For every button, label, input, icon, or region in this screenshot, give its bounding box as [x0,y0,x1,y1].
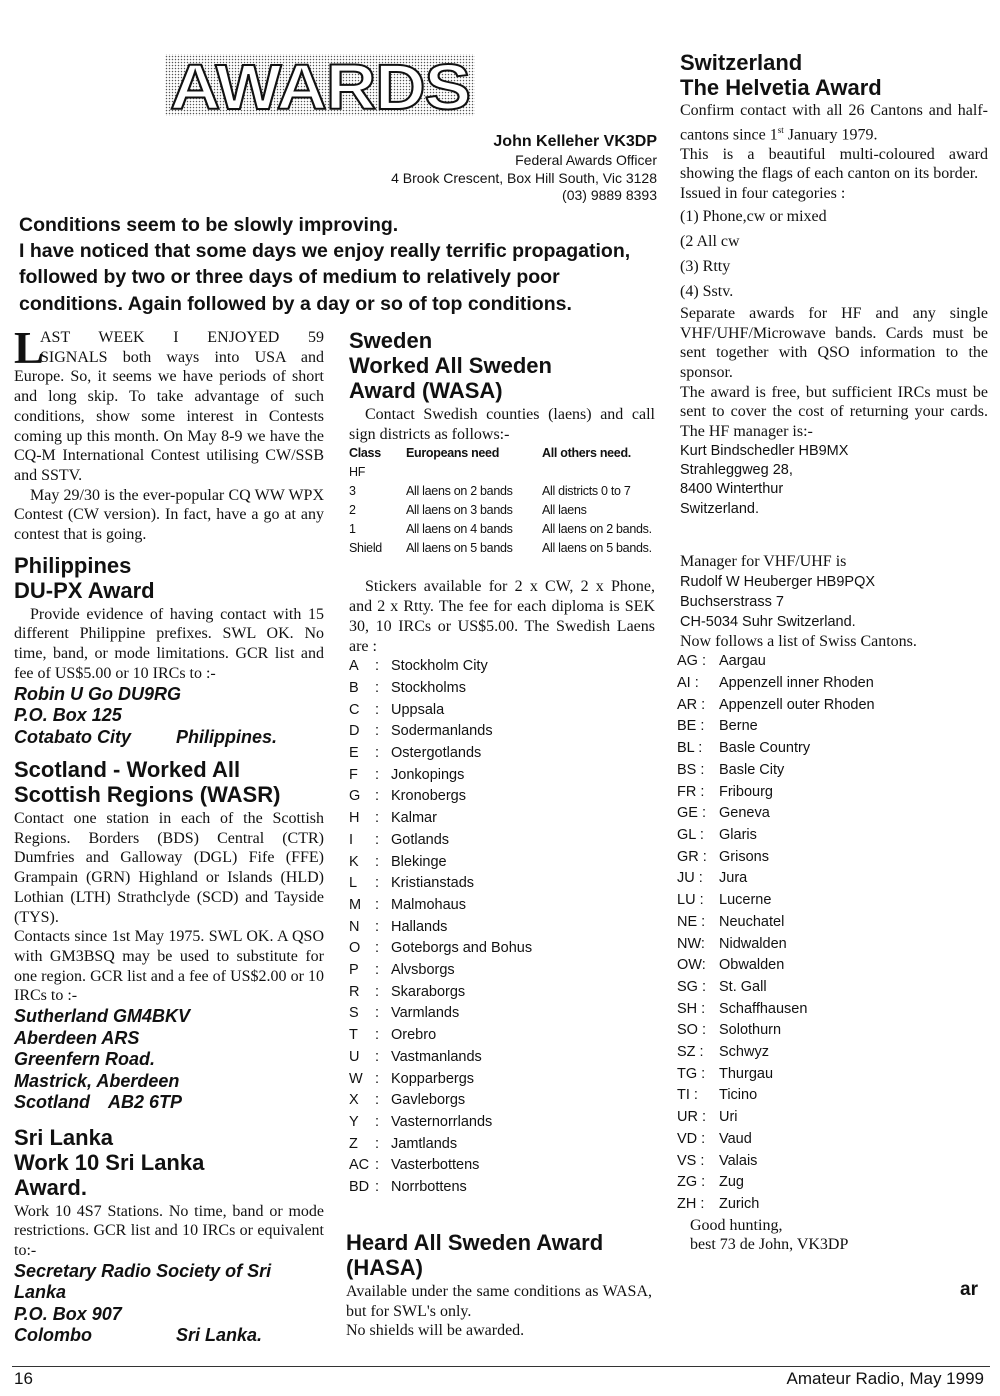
scotland-title-2: Scottish Regions (WASR) [14,782,281,808]
lead-paragraph-2: May 29/30 is the ever-popular CQ WW WPX Contest (CW version). In fact, have a go at any contest that is going. [14,486,324,544]
laen-code: P [349,962,359,979]
laen-name: Kristianstads [391,875,475,892]
canton-name: Schaffhausen [719,1000,808,1017]
table-cell: Shield [349,541,382,556]
scotland-addr-5b: AB2 6TP [108,1092,183,1113]
laen-name: Stockholm City [391,658,488,675]
canton-code: GE : [677,805,707,822]
footer-rule [12,1366,990,1367]
wasa-section [349,328,655,1199]
canton-code: ZG : [677,1174,706,1191]
laen-code: R [349,983,360,1000]
hasa-section [346,1230,652,1341]
laen-name: Ostergotlands [391,745,482,762]
canton-name: Glaris [719,826,757,843]
intro-line-3: followed by two or three days of medium to relatively poor [19,266,560,289]
wasa-table [349,444,652,558]
canton-code: VD : [677,1130,706,1147]
canton-code: SH : [677,1000,706,1017]
list-item [349,1047,655,1069]
laen-name: Sodermanlands [391,723,493,740]
laen-code: O [349,940,361,957]
laen-code: BD [349,1179,370,1196]
laen-separator: : [375,1092,380,1109]
canton-code: ZH : [677,1195,705,1212]
canton-name: Grisons [719,848,769,865]
laen-code: M [349,896,362,913]
wasa-th-others: All others need. [542,446,631,461]
canton-code: FR : [677,783,705,800]
swiss-p1-text-2: January 1979. [783,126,878,144]
end-mark: ar [960,1279,978,1300]
srilanka-body: Work 10 4S7 Stations. No time, band or mode restrictions. GCR list and 10 IRCs or equivalent to:- [14,1202,324,1259]
laen-code: D [349,723,360,740]
laen-code: X [349,1092,359,1109]
table-cell: 1 [349,522,356,537]
laen-separator: : [375,1135,380,1152]
list-item [349,765,655,787]
canton-code: BS : [677,761,705,778]
srilanka-addr-2: Lanka [14,1282,67,1303]
swiss-p1-sup: st [777,124,784,135]
table-cell: All districts 0 to 7 [542,484,631,499]
masthead-logo [165,52,475,118]
lead-line-1: AST WEEK I ENJOYED 59 [40,329,324,346]
canton-name: St. Gall [719,978,767,995]
laen-name: Jamtlands [391,1135,458,1152]
laen-name: Kopparbergs [391,1070,475,1087]
canton-name: Basle Country [719,740,811,757]
laen-separator: : [375,1113,380,1130]
wasa-title-1: Sweden [349,328,433,353]
list-item [677,695,988,717]
canton-name: Vaud [719,1130,752,1147]
table-cell: 3 [349,484,356,499]
canton-code: AI : [677,675,699,692]
author-address: 4 Brook Crescent, Box Hill South, Vic 3128 [391,169,657,186]
lead-first-lines [14,323,324,373]
philippines-title-2: DU-PX Award [14,577,155,603]
canton-name: Schwyz [719,1044,769,1061]
canton-code: NW: [677,935,705,952]
canton-name: Fribourg [719,783,773,800]
canton-code: SO : [677,1022,707,1039]
list-item [677,999,988,1021]
laen-separator: : [375,983,380,1000]
canton-code: JU : [677,870,703,887]
canton-name: Appenzell outer Rhoden [719,696,875,713]
swiss-p2: This is a beautiful multi-coloured award showing the flags of each canton on its border. [680,145,988,183]
laen-code: A [349,658,359,675]
table-cell: All laens on 3 bands [406,503,513,518]
laen-code: AC [349,1157,370,1174]
laen-name: Hallands [391,918,448,935]
srilanka-title-2: Work 10 Sri Lanka [14,1149,205,1175]
scotland-section [14,757,324,1114]
wasa-title-3: Award (WASA) [349,378,503,403]
hasa-title-2: (HASA) [346,1255,423,1280]
swiss-p4: Separate awards for HF and any single VHF/UHF/Microwave bands. Cards must be sent together with QSO information to the sponsor. [680,304,988,381]
laen-separator: : [375,788,380,805]
swiss-p3: Issued in four categories : [680,185,846,203]
column-1 [14,323,324,1347]
laen-code: E [349,745,359,762]
canton-name: Zurich [719,1195,760,1212]
laen-code: B [349,679,359,696]
list-item [677,760,988,782]
list-item [677,977,988,999]
intro [19,212,669,317]
laen-separator: : [375,1179,380,1196]
laen-code: Z [349,1135,358,1152]
list-item [677,1085,988,1107]
canton-code: SG : [677,978,707,995]
list-item [349,852,655,874]
cantons-intro: Now follows a list of Swiss Cantons. [680,632,917,650]
laen-code: T [349,1027,358,1044]
canton-name: Ticino [719,1087,758,1104]
wasa-title-2: Worked All Sweden [349,353,552,378]
table-cell: All laens on 5 bands [406,541,513,556]
laen-name: Jonkopings [391,766,465,783]
intro-line-2: I have noticed that some days we enjoy really terrific propagation, [19,240,631,263]
laen-code: G [349,788,361,805]
list-item [677,847,988,869]
list-item [677,673,988,695]
canton-name: Valais [719,1152,758,1169]
laen-code: C [349,701,360,718]
laen-separator: : [375,1005,380,1022]
laen-separator: : [375,766,380,783]
canton-code: TG : [677,1065,706,1082]
canton-name: Nidwalden [719,935,787,952]
list-item [349,1090,655,1112]
canton-name: Aargau [719,653,766,670]
laen-separator: : [375,1070,380,1087]
laen-code: I [349,831,354,848]
list-item [349,721,655,743]
laen-separator: : [375,875,380,892]
table-cell: All laens on 4 bands [406,522,513,537]
canton-name: Uri [719,1109,738,1126]
list-item [677,1107,988,1129]
list-item [349,917,655,939]
laen-code: W [349,1070,363,1087]
laen-name: Kalmar [391,810,437,827]
canton-code: SZ : [677,1044,704,1061]
laen-separator: : [375,1157,380,1174]
laen-name: Kronobergs [391,788,466,805]
author-role: Federal Awards Officer [515,152,657,168]
list-item [677,738,988,760]
swiss-title-2: The Helvetia Award [680,75,882,100]
drop-cap: L [14,323,45,373]
swiss-title-1: Switzerland [680,50,803,75]
list-item [349,895,655,917]
canton-code: VS : [677,1152,705,1169]
swiss-p5: The award is free, but sufficient IRCs must be sent to cover the cost of returning your cards. The HF manager is:- [680,383,988,441]
laen-separator: : [375,745,380,762]
laen-name: Stockholms [391,679,466,696]
laen-separator: : [375,962,380,979]
philippines-title-1: Philippines [14,552,132,578]
canton-name: Lucerne [719,892,772,909]
list-item [349,700,655,722]
address-line: Strahleggweg 28, [680,462,793,479]
laen-name: Uppsala [391,701,445,718]
list-item [349,678,655,700]
laen-name: Orebro [391,1027,437,1044]
laen-code: Y [349,1113,359,1130]
laen-separator: : [375,723,380,740]
wasa-stickers: Stickers available for 2 x CW, 2 x Phone, and 2 x Rtty. The fee for each diploma is SEK 30, 10 IRCs or US$5.00. The Swedish Laens are : [349,578,655,655]
scotland-body-1: Contact one station in each of the Scottish Regions. Borders (BDS) Central (CTR) Dumfries and Galloway (DGL) Fife (FFE) Grampain (GRN) Highland or Islands (HLD) Lothian (LTH) Strathclyde (SCD) and Tayside (TYS). [14,810,324,926]
address-line: Rudolf W Heuberger HB9PQX [680,573,876,590]
author-block [391,131,657,205]
swiss-p1 [680,101,988,145]
scotland-addr-5a: Scotland [14,1092,91,1113]
hf-manager-address [680,442,988,519]
vhf-intro: Manager for VHF/UHF is [680,552,847,570]
list-item [349,786,655,808]
laen-code: F [349,766,358,783]
lead-paragraph [14,323,324,545]
list-item [349,656,655,678]
canton-code: GL : [677,826,704,843]
list-item [677,825,988,847]
srilanka-title-1: Sri Lanka [14,1124,114,1150]
laen-code: S [349,1005,359,1022]
table-row [349,501,652,520]
table-row [349,539,652,558]
swiss-cat-2: (2 All cw [680,232,740,250]
list-item [677,955,988,977]
intro-line-4: conditions. Again followed by a day or so of top conditions. [19,292,572,315]
laen-name: Blekinge [391,853,447,870]
list-item [349,1134,655,1156]
list-item [349,743,655,765]
laen-code: K [349,853,359,870]
list-item [349,1069,655,1091]
table-cell: All laens on 2 bands [406,484,513,499]
wasa-th-class: Class [349,446,381,461]
footer-publication: Amateur Radio, May 1999 [786,1369,984,1388]
laen-separator: : [375,918,380,935]
canton-name: Zug [719,1174,744,1191]
canton-code: TI : [677,1087,698,1104]
list-item [349,1112,655,1134]
wasa-subheader: HF [349,465,366,480]
canton-code: OW: [677,957,706,974]
swiss-p1-text: Confirm contact with all 26 Cantons and half-cantons since 1 [680,102,988,144]
laen-name: Goteborgs and Bohus [391,940,533,957]
srilanka-addr-4a: Colombo [14,1325,92,1346]
svg-text:AWARDS: AWARDS [170,52,471,118]
closing-2: best 73 de John, VK3DP [690,1236,849,1254]
list-item [677,890,988,912]
philippines-addr-3a: Cotabato City [14,726,131,747]
philippines-body: Provide evidence of having contact with 15 different Philippine prefixes. SWL OK. No time, band, or mode limitations. GCR list and fee of US$5.00 or 10 IRCs to :- [14,605,324,682]
canton-name: Thurgau [719,1065,774,1082]
laen-name: Skaraborgs [391,983,466,1000]
address-line: Switzerland. [680,500,759,517]
address-line: Kurt Bindschedler HB9MX [680,442,849,459]
laen-separator: : [375,1027,380,1044]
list-item [677,1151,988,1173]
laen-name: Vasterbottens [391,1157,480,1174]
table-row [349,520,652,539]
list-item [349,960,655,982]
swiss-cat-4: (4) Sstv. [680,282,734,300]
canton-name: Basle City [719,761,785,778]
philippines-addr-2: P.O. Box 125 [14,705,122,726]
canton-name: Appenzell inner Rhoden [719,675,874,692]
list-item [677,934,988,956]
canton-name: Berne [719,718,758,735]
list-item [349,1177,655,1199]
table-cell: All laens [542,503,587,518]
author-name: John Kelleher VK3DP [493,133,657,150]
laen-separator: : [375,853,380,870]
list-item [349,982,655,1004]
list-item [677,1020,988,1042]
laen-name: Gavleborgs [391,1092,466,1109]
laen-name: Alvsborgs [391,962,455,979]
laen-separator: : [375,1048,380,1065]
canton-code: UR : [677,1109,706,1126]
wasa-body: Contact Swedish counties (laens) and call sign districts as follows:- [349,406,655,443]
table-cell: 2 [349,503,356,518]
list-item [349,1003,655,1025]
scotland-addr-1: Sutherland GM4BKV [14,1006,191,1027]
laen-separator: : [375,896,380,913]
canton-name: Jura [719,870,748,887]
lead-line-2: SIGNALS both ways into USA and [40,348,324,366]
address-line: 8400 Winterthur [680,481,784,498]
laen-code: L [349,875,358,892]
scotland-body-2: Contacts since 1st May 1975. SWL OK. A QSO with GM3BSQ may be used to substitute for one region. GCR list and a fee of US$2.00 or 10 IRCs to :- [14,928,324,1005]
canton-name: Neuchatel [719,913,785,930]
address-line: Buchserstrass 7 [680,593,784,610]
table-row [349,482,652,501]
list-item [677,1042,988,1064]
philippines-addr-3b: Philippines. [176,726,278,747]
table-cell: All laens on 5 bands. [542,541,652,556]
cantons-list [677,651,988,1215]
srilanka-addr-4b: Sri Lanka. [176,1325,263,1346]
laen-name: Vastmanlands [391,1048,482,1065]
canton-code: NE : [677,913,706,930]
column-2 [346,328,655,1340]
table-cell: All laens on 2 bands. [542,522,652,537]
laen-name: Norrbottens [391,1179,467,1196]
list-item [349,938,655,960]
laen-name: Gotlands [391,831,450,848]
hasa-title-1: Heard All Sweden Award [346,1230,604,1255]
hasa-body-2: No shields will be awarded. [346,1322,525,1340]
canton-code: AG : [677,653,707,670]
list-item [677,1064,988,1086]
canton-code: BE : [677,718,705,735]
intro-line-1: Conditions seem to be slowly improving. [19,214,399,236]
canton-code: BL : [677,740,703,757]
srilanka-section [14,1125,324,1347]
scotland-addr-2: Aberdeen ARS [14,1027,140,1048]
laen-separator: : [375,940,380,957]
address-line: CH-5034 Suhr Switzerland. [680,613,856,630]
swiss-cat-3: (3) Rtty [680,257,731,275]
scotland-title-1: Scotland - Worked All [14,757,241,783]
laen-name: Varmlands [391,1005,460,1022]
laen-code: U [349,1048,360,1065]
laen-name: Vasternorrlands [391,1113,493,1130]
laens-list [349,656,655,1199]
laen-separator: : [375,831,380,848]
list-item [349,830,655,852]
philippines-section [14,553,324,748]
canton-name: Geneva [719,805,770,822]
list-item [677,1194,988,1216]
scotland-addr-3: Greenfern Road. [14,1049,156,1070]
author-phone: (03) 9889 8393 [562,187,657,203]
srilanka-addr-3: P.O. Box 907 [14,1303,122,1324]
list-item [677,1172,988,1194]
masthead [165,52,475,118]
canton-code: AR : [677,696,706,713]
canton-name: Solothurn [719,1022,782,1039]
list-item [677,803,988,825]
list-item [677,868,988,890]
srilanka-title-3: Award. [14,1174,87,1200]
lead-rest: Europe. So, it seems we have periods of short and long skip. To take advantage of such conditions, show some interest in Contests coming up this month. On May 8-9 we have the CQ-M International Contest utilising CW/SSB and SSTV. [14,368,324,484]
list-item [677,1129,988,1151]
list-item [349,1025,655,1047]
swiss-cat-1: (1) Phone,cw or mixed [680,207,827,225]
laen-separator: : [375,701,380,718]
list-item [677,912,988,934]
canton-code: LU : [677,892,704,909]
laen-code: N [349,918,360,935]
philippines-addr-1: Robin U Go DU9RG [14,683,181,704]
list-item [677,716,988,738]
closing-1: Good hunting, [690,1216,783,1234]
hasa-body: Available under the same conditions as WASA, but for SWL's only. [346,1283,652,1320]
list-item [349,1155,655,1177]
list-item [677,782,988,804]
list-item [349,808,655,830]
canton-name: Obwalden [719,957,785,974]
laen-code: H [349,810,360,827]
laen-separator: : [375,658,380,675]
canton-code: GR : [677,848,707,865]
laen-separator: : [375,679,380,696]
vhf-manager-address [680,572,988,632]
footer-page-number: 16 [14,1369,33,1388]
srilanka-addr-1: Secretary Radio Society of Sri [14,1260,272,1281]
wasa-th-europeans: Europeans need [406,446,500,461]
laen-name: Malmohaus [391,896,466,913]
wasa-table-header [349,444,652,463]
list-item [677,651,988,673]
list-item [349,873,655,895]
scotland-addr-4: Mastrick, Aberdeen [14,1070,180,1091]
laen-separator: : [375,810,380,827]
column-3 [677,50,988,1255]
